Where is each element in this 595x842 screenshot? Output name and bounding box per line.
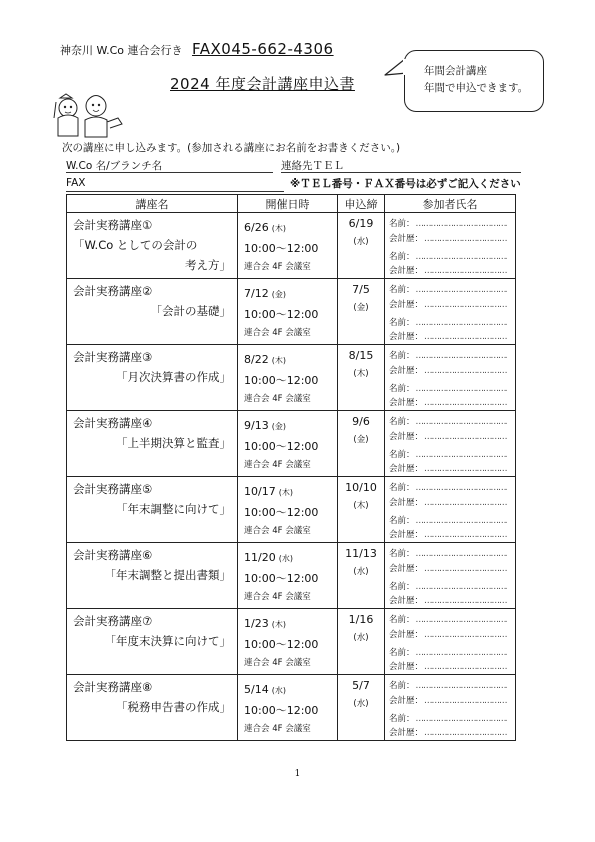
participant-history-field-1[interactable]: 会計歴： ………………………………………… bbox=[389, 430, 507, 442]
bubble-tail-mask-icon bbox=[400, 57, 410, 77]
course-name: 会計実務講座⑥ bbox=[73, 548, 153, 562]
date-cell bbox=[238, 477, 338, 543]
participant-cell bbox=[385, 609, 516, 675]
participant-cell bbox=[385, 345, 516, 411]
session-weekday: (木) bbox=[271, 620, 286, 629]
course-subtitle: 「W.Co としての会計の bbox=[73, 238, 198, 252]
course-subtitle: 「税務申告書の作成」 bbox=[116, 700, 231, 714]
session-time: 10:00～12:00 bbox=[244, 506, 319, 519]
course-name: 会計実務講座⑤ bbox=[73, 482, 153, 496]
participant-cell bbox=[385, 675, 516, 741]
session-weekday: (木) bbox=[271, 356, 286, 365]
course-subtitle: 「年度末決算に向けて」 bbox=[104, 634, 231, 648]
deadline-date: 7/5 bbox=[352, 283, 370, 296]
session-weekday: (水) bbox=[278, 554, 293, 563]
course-name: 会計実務講座② bbox=[73, 284, 153, 298]
course-subtitle-cont: 考え方」 bbox=[185, 258, 231, 272]
session-venue: 連合会 4F 会議室 bbox=[244, 526, 311, 536]
table-row bbox=[67, 675, 516, 741]
participant-name-field-2[interactable]: 名前： ………………………………………… bbox=[389, 514, 507, 526]
participant-history-field-2[interactable]: 会計歴： ………………………………………… bbox=[389, 528, 507, 540]
session-venue: 連合会 4F 会議室 bbox=[244, 460, 311, 470]
intro-text: 次の講座に申し込みます。(参加される講座にお名前をお書きください。) bbox=[62, 142, 401, 154]
deadline-date: 11/13 bbox=[345, 547, 377, 560]
participant-history-field-2[interactable]: 会計歴： ………………………………………… bbox=[389, 660, 507, 672]
session-weekday: (金) bbox=[271, 422, 286, 431]
participant-history-field-2[interactable]: 会計歴： ………………………………………… bbox=[389, 264, 507, 276]
participant-history-field-1[interactable]: 会計歴： ………………………………………… bbox=[389, 232, 507, 244]
session-date: 8/22 bbox=[244, 353, 269, 366]
participant-history-field-1[interactable]: 会計歴： ………………………………………… bbox=[389, 628, 507, 640]
bubble-line-2: 年間で申込できます。 bbox=[424, 82, 529, 94]
course-cell bbox=[67, 477, 238, 543]
required-note: ※ＴＥＬ番号・ＦＡＸ番号は必ずご記入ください bbox=[290, 178, 521, 190]
deadline-date: 1/16 bbox=[348, 613, 374, 626]
deadline-weekday: (水) bbox=[353, 699, 369, 709]
deadline-weekday: (水) bbox=[353, 567, 369, 577]
session-time: 10:00～12:00 bbox=[244, 638, 319, 651]
contact-line bbox=[66, 158, 521, 174]
deadline-weekday: (金) bbox=[353, 303, 369, 313]
deadline-weekday: (水) bbox=[353, 237, 369, 247]
table-row bbox=[67, 213, 516, 279]
session-weekday: (木) bbox=[271, 224, 286, 233]
course-cell bbox=[67, 609, 238, 675]
date-cell bbox=[238, 675, 338, 741]
deadline-cell bbox=[338, 411, 385, 477]
deadline-cell bbox=[338, 279, 385, 345]
participant-cell bbox=[385, 477, 516, 543]
tel-label: 連絡先ＴＥＬ bbox=[281, 160, 344, 172]
session-date: 11/20 bbox=[244, 551, 276, 564]
date-cell bbox=[238, 213, 338, 279]
session-date: 7/12 bbox=[244, 287, 269, 300]
deadline-weekday: (水) bbox=[353, 633, 369, 643]
session-date: 9/13 bbox=[244, 419, 269, 432]
table-row bbox=[67, 543, 516, 609]
deadline-date: 9/6 bbox=[352, 415, 370, 428]
date-cell bbox=[238, 411, 338, 477]
course-cell bbox=[67, 543, 238, 609]
destination-text: 神奈川 W.Co 連合会行き bbox=[60, 44, 183, 57]
participant-name-field-2[interactable]: 名前： ………………………………………… bbox=[389, 448, 507, 460]
participant-name-field-1[interactable]: 名前： ………………………………………… bbox=[389, 415, 507, 427]
date-cell bbox=[238, 543, 338, 609]
deadline-date: 10/10 bbox=[345, 481, 377, 494]
participant-name-field-1[interactable]: 名前： ………………………………………… bbox=[389, 679, 507, 691]
session-venue: 連合会 4F 会議室 bbox=[244, 328, 311, 338]
participant-name-field-1[interactable]: 名前： ………………………………………… bbox=[389, 481, 507, 493]
participant-history-field-2[interactable]: 会計歴： ………………………………………… bbox=[389, 396, 507, 408]
course-name: 会計実務講座③ bbox=[73, 350, 153, 364]
participant-history-field-2[interactable]: 会計歴： ………………………………………… bbox=[389, 726, 507, 738]
table-header-row bbox=[67, 195, 516, 213]
session-venue: 連合会 4F 会議室 bbox=[244, 658, 311, 668]
fax-field[interactable] bbox=[66, 191, 284, 192]
deadline-cell bbox=[338, 609, 385, 675]
participant-name-field-1[interactable]: 名前： ………………………………………… bbox=[389, 217, 507, 229]
page-number: 1 bbox=[294, 769, 301, 779]
header-deadline: 申込締 bbox=[338, 195, 385, 213]
bubble-line-1: 年間会計講座 bbox=[424, 65, 487, 77]
mascot-characters-icon bbox=[52, 92, 128, 140]
participant-cell bbox=[385, 213, 516, 279]
page-title: 2024 年度会計講座申込書 bbox=[170, 75, 355, 93]
date-cell bbox=[238, 609, 338, 675]
course-cell bbox=[67, 675, 238, 741]
course-subtitle: 「年末調整と提出書類」 bbox=[104, 568, 231, 582]
session-date: 6/26 bbox=[244, 221, 269, 234]
course-subtitle: 「上半期決算と監査」 bbox=[116, 436, 231, 450]
participant-name-field-1[interactable]: 名前： ………………………………………… bbox=[389, 349, 507, 361]
date-cell bbox=[238, 279, 338, 345]
participant-history-field-1[interactable]: 会計歴： ………………………………………… bbox=[389, 496, 507, 508]
session-date: 10/17 bbox=[244, 485, 276, 498]
header-course: 講座名 bbox=[67, 195, 238, 213]
participant-name-field-2[interactable]: 名前： ………………………………………… bbox=[389, 382, 507, 394]
deadline-cell bbox=[338, 675, 385, 741]
course-subtitle: 「年末調整に向けて」 bbox=[116, 502, 231, 516]
participant-name-field-1[interactable]: 名前： ………………………………………… bbox=[389, 547, 507, 559]
participant-name-field-2[interactable]: 名前： ………………………………………… bbox=[389, 646, 507, 658]
participant-name-field-2[interactable]: 名前： ………………………………………… bbox=[389, 712, 507, 724]
wco-name-field[interactable] bbox=[66, 172, 273, 173]
course-cell bbox=[67, 213, 238, 279]
participant-name-field-2[interactable]: 名前： ………………………………………… bbox=[389, 250, 507, 262]
session-time: 10:00～12:00 bbox=[244, 440, 319, 453]
table-row bbox=[67, 345, 516, 411]
session-weekday: (水) bbox=[271, 686, 286, 695]
course-subtitle: 「会計の基礎」 bbox=[150, 304, 231, 318]
bubble-text bbox=[424, 63, 528, 97]
deadline-cell bbox=[338, 543, 385, 609]
session-time: 10:00～12:00 bbox=[244, 374, 319, 387]
fax-label: FAX bbox=[66, 177, 86, 189]
header-participants: 参加者氏名 bbox=[385, 195, 516, 213]
session-time: 10:00～12:00 bbox=[244, 308, 319, 321]
deadline-weekday: (金) bbox=[353, 435, 369, 445]
deadline-weekday: (木) bbox=[353, 369, 369, 379]
session-weekday: (金) bbox=[271, 290, 286, 299]
table-row bbox=[67, 609, 516, 675]
table-row bbox=[67, 411, 516, 477]
session-venue: 連合会 4F 会議室 bbox=[244, 262, 311, 272]
participant-history-field-1[interactable]: 会計歴： ………………………………………… bbox=[389, 298, 507, 310]
destination-line bbox=[60, 40, 334, 58]
participant-history-field-1[interactable]: 会計歴： ………………………………………… bbox=[389, 694, 507, 706]
deadline-date: 8/15 bbox=[348, 349, 374, 362]
application-table bbox=[66, 194, 516, 741]
session-weekday: (木) bbox=[278, 488, 293, 497]
participant-cell bbox=[385, 543, 516, 609]
deadline-weekday: (木) bbox=[353, 501, 369, 511]
header-date: 開催日時 bbox=[238, 195, 338, 213]
wco-name-label: W.Co 名/ブランチ名 bbox=[66, 160, 163, 172]
session-venue: 連合会 4F 会議室 bbox=[244, 394, 311, 404]
session-venue: 連合会 4F 会議室 bbox=[244, 592, 311, 602]
date-cell bbox=[238, 345, 338, 411]
fax-number: FAX045-662-4306 bbox=[192, 40, 334, 58]
course-name: 会計実務講座① bbox=[73, 218, 153, 232]
participant-cell bbox=[385, 411, 516, 477]
session-time: 10:00～12:00 bbox=[244, 572, 319, 585]
session-time: 10:00～12:00 bbox=[244, 704, 319, 717]
table-row bbox=[67, 279, 516, 345]
course-subtitle: 「月次決算書の作成」 bbox=[116, 370, 231, 384]
participant-history-field-1[interactable]: 会計歴： ………………………………………… bbox=[389, 364, 507, 376]
course-cell bbox=[67, 279, 238, 345]
tel-field[interactable] bbox=[281, 172, 521, 173]
deadline-cell bbox=[338, 477, 385, 543]
session-venue: 連合会 4F 会議室 bbox=[244, 724, 311, 734]
fax-line bbox=[66, 177, 536, 193]
course-cell bbox=[67, 411, 238, 477]
session-date: 5/14 bbox=[244, 683, 269, 696]
deadline-date: 6/19 bbox=[348, 217, 374, 230]
course-name: 会計実務講座⑧ bbox=[73, 680, 153, 694]
course-name: 会計実務講座④ bbox=[73, 416, 153, 430]
participant-cell bbox=[385, 279, 516, 345]
deadline-date: 5/7 bbox=[352, 679, 370, 692]
participant-history-field-1[interactable]: 会計歴： ………………………………………… bbox=[389, 562, 507, 574]
session-time: 10:00～12:00 bbox=[244, 242, 319, 255]
participant-name-field-2[interactable]: 名前： ………………………………………… bbox=[389, 316, 507, 328]
course-cell bbox=[67, 345, 238, 411]
participant-name-field-2[interactable]: 名前： ………………………………………… bbox=[389, 580, 507, 592]
session-date: 1/23 bbox=[244, 617, 269, 630]
participant-history-field-2[interactable]: 会計歴： ………………………………………… bbox=[389, 594, 507, 606]
participant-name-field-1[interactable]: 名前： ………………………………………… bbox=[389, 283, 507, 295]
participant-name-field-1[interactable]: 名前： ………………………………………… bbox=[389, 613, 507, 625]
table-row bbox=[67, 477, 516, 543]
deadline-cell bbox=[338, 345, 385, 411]
course-name: 会計実務講座⑦ bbox=[73, 614, 153, 628]
participant-history-field-2[interactable]: 会計歴： ………………………………………… bbox=[389, 330, 507, 342]
deadline-cell bbox=[338, 213, 385, 279]
participant-history-field-2[interactable]: 会計歴： ………………………………………… bbox=[389, 462, 507, 474]
